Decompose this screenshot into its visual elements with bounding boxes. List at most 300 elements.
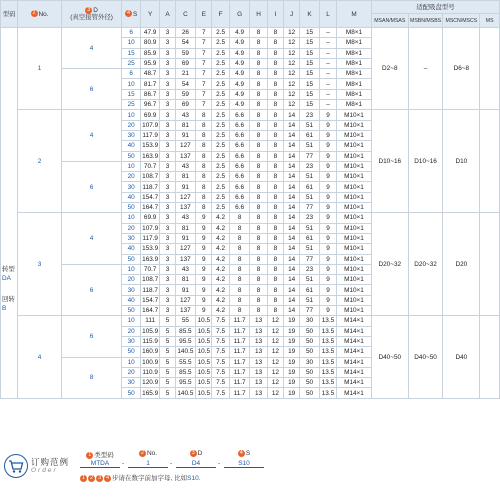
value-cell: –: [319, 89, 336, 99]
value-cell: 9: [196, 295, 212, 305]
pad-model-cell-extra: [480, 110, 500, 213]
value-cell: 10.5: [197, 358, 211, 366]
type-code-cell: [1, 28, 18, 399]
value-cell: 8: [250, 48, 267, 58]
value-cell: M14×1: [337, 316, 372, 326]
value-cell: 10.5: [197, 327, 211, 335]
value-cell: 43: [175, 110, 196, 120]
value-cell: 13.5: [319, 367, 336, 377]
value-cell: 43: [175, 213, 196, 223]
value-cell: 19: [284, 316, 300, 326]
s-cell: 50: [122, 306, 140, 316]
value-cell: M10×1: [337, 161, 372, 171]
value-cell: 8: [250, 89, 267, 99]
pad-model-cell: D20~32: [371, 213, 408, 316]
value-cell: 8: [250, 192, 267, 202]
order-value-type: MTDA: [80, 460, 120, 468]
value-cell: 2.5: [212, 79, 229, 89]
value-cell: M14×1: [337, 357, 372, 367]
value-cell: 137: [175, 151, 196, 161]
value-cell: M10×1: [337, 192, 372, 202]
value-cell: 13.5: [319, 388, 336, 398]
value-cell: 8: [267, 295, 283, 305]
value-cell: –: [319, 100, 336, 110]
value-cell: 8: [267, 223, 283, 233]
pad-model-cell: D10~16: [408, 110, 443, 213]
value-cell: 12: [284, 48, 300, 58]
value-cell: M14×1: [337, 388, 372, 398]
value-cell: 9: [319, 213, 336, 223]
value-cell: –: [319, 38, 336, 48]
s-cell: 50: [122, 388, 140, 398]
value-cell: 8: [250, 120, 267, 130]
value-cell: 7.5: [212, 357, 229, 367]
value-cell: 50: [300, 336, 320, 346]
value-cell: 105.9: [142, 327, 159, 335]
value-cell: 12: [267, 316, 283, 326]
value-cell: 8: [229, 244, 250, 254]
value-cell: 7: [196, 89, 212, 99]
value-cell: M10×1: [337, 120, 372, 130]
value-cell: 8: [250, 213, 267, 223]
order-label-s: 4 S: [239, 450, 251, 458]
value-cell: 111: [140, 316, 160, 326]
value-cell: 8: [196, 120, 212, 130]
pad-model-cell-extra: [480, 316, 500, 398]
value-cell: 11.7: [229, 367, 250, 377]
value-cell: 4.2: [212, 295, 229, 305]
value-cell: 9: [196, 213, 212, 223]
value-cell: 2.5: [212, 89, 229, 99]
value-cell: 69: [175, 58, 196, 68]
value-cell: 8: [250, 172, 267, 182]
value-cell: 12: [267, 336, 283, 346]
d-cell: 4: [61, 28, 122, 69]
value-cell: 9: [319, 285, 336, 295]
value-cell: 8: [196, 151, 212, 161]
value-cell: 8: [196, 182, 212, 192]
value-cell: 14: [284, 120, 300, 130]
value-cell: 15: [300, 89, 320, 99]
d-cell: 6: [61, 161, 122, 212]
group-no-cell: 1: [18, 28, 61, 110]
d-cell: 6: [61, 69, 122, 110]
pad-model-cell: –: [408, 28, 443, 110]
value-cell: 2.5: [212, 69, 229, 79]
value-cell: 8: [250, 182, 267, 192]
value-cell: 8: [196, 203, 212, 213]
s-cell: 25: [122, 100, 140, 110]
value-cell: 81: [175, 223, 196, 233]
value-cell: 7: [196, 48, 212, 58]
value-cell: 54: [175, 38, 196, 48]
value-cell: M10×1: [337, 244, 372, 254]
value-cell: 6.6: [229, 192, 250, 202]
header-no: 2 No.: [18, 1, 61, 28]
value-cell: 4.2: [212, 254, 229, 264]
value-cell: 8: [229, 285, 250, 295]
cart-icon: [4, 454, 28, 478]
value-cell: 13: [250, 357, 267, 367]
value-cell: 91: [175, 182, 196, 192]
order-value-no: 1: [128, 460, 168, 468]
value-cell: 8: [196, 110, 212, 120]
value-cell: 5: [160, 388, 175, 398]
value-cell: 4.2: [212, 213, 229, 223]
value-cell: 13.5: [319, 336, 336, 346]
group-no-cell: 2: [18, 110, 61, 213]
value-cell: 8: [267, 192, 283, 202]
s-cell: 15: [122, 89, 140, 99]
header-type-code: 型码: [1, 1, 18, 28]
value-cell: 9: [196, 223, 212, 233]
value-cell: M8×1: [337, 89, 372, 99]
value-cell: M10×1: [337, 141, 372, 151]
s-cell: 30: [122, 182, 140, 192]
s-cell: 20: [122, 223, 140, 233]
value-cell: 9: [319, 275, 336, 285]
value-cell: 8: [250, 38, 267, 48]
value-cell: M10×1: [337, 233, 372, 243]
value-cell: –: [319, 69, 336, 79]
value-cell: 85.5: [175, 326, 196, 336]
value-cell: 14: [284, 161, 300, 171]
value-cell: 13: [250, 388, 267, 398]
value-cell: 3: [160, 130, 175, 140]
value-cell: 2.5: [212, 120, 229, 130]
value-cell: 4.9: [229, 38, 250, 48]
value-cell: 7.5: [212, 326, 229, 336]
value-cell: 3: [160, 295, 175, 305]
value-cell: M10×1: [337, 213, 372, 223]
pad-model-cell: D2~8: [371, 28, 408, 110]
value-cell: 85.5: [175, 367, 196, 377]
value-cell: 9: [196, 275, 212, 285]
value-cell: 85.9: [140, 48, 160, 58]
s-cell: 10: [122, 357, 140, 367]
value-cell: 7: [196, 28, 212, 38]
header-pad-1: MSAN/MSAS: [371, 14, 408, 28]
value-cell: 15: [300, 79, 320, 89]
group-no-cell: 3: [18, 213, 61, 316]
value-cell: M10×1: [337, 110, 372, 120]
value-cell: 19: [284, 367, 300, 377]
value-cell: 6.6: [229, 130, 250, 140]
value-cell: 3: [160, 275, 175, 285]
value-cell: 3: [160, 69, 175, 79]
value-cell: 127: [175, 295, 196, 305]
value-cell: 11.7: [229, 347, 250, 357]
value-cell: 107.9: [142, 121, 159, 129]
value-cell: 154.7: [142, 193, 159, 201]
value-cell: 12: [284, 69, 300, 79]
value-cell: 15: [300, 58, 320, 68]
value-cell: 81: [175, 172, 196, 182]
s-cell: 20: [122, 172, 140, 182]
s-cell: 15: [122, 48, 140, 58]
value-cell: 7.5: [212, 336, 229, 346]
value-cell: 8: [267, 285, 283, 295]
value-cell: 9: [319, 254, 336, 264]
value-cell: 95.5: [175, 336, 196, 346]
value-cell: M10×1: [337, 295, 372, 305]
value-cell: 8: [267, 130, 283, 140]
value-cell: –: [319, 28, 336, 38]
value-cell: 8: [267, 58, 283, 68]
value-cell: 5: [160, 367, 175, 377]
value-cell: 13: [250, 378, 267, 388]
value-cell: 11.7: [229, 357, 250, 367]
value-cell: 3: [160, 58, 175, 68]
value-cell: 117.9: [142, 132, 158, 140]
value-cell: 5: [160, 347, 175, 357]
value-cell: 3: [160, 203, 175, 213]
value-cell: 23: [300, 264, 320, 274]
value-cell: 8: [250, 130, 267, 140]
value-cell: M8×1: [337, 100, 372, 110]
order-subtitle: Order: [31, 467, 58, 474]
s-cell: 50: [122, 151, 140, 161]
value-cell: 13.5: [319, 378, 336, 388]
value-cell: 7: [196, 100, 212, 110]
value-cell: 6.6: [229, 110, 250, 120]
value-cell: 8: [267, 213, 283, 223]
value-cell: 3: [160, 182, 175, 192]
s-cell: 50: [122, 203, 140, 213]
value-cell: 9: [196, 233, 212, 243]
value-cell: 43: [175, 264, 196, 274]
value-cell: 8: [267, 100, 283, 110]
table-row: [1, 110, 500, 120]
value-cell: –: [319, 79, 336, 89]
value-cell: 80.9: [140, 38, 160, 48]
pad-model-cell: D20: [443, 213, 480, 316]
value-cell: 55.5: [175, 357, 196, 367]
value-cell: 5: [160, 357, 175, 367]
value-cell: 127: [175, 192, 196, 202]
value-cell: 153.9: [142, 245, 159, 253]
value-cell: 8: [267, 151, 283, 161]
value-cell: 9: [319, 264, 336, 274]
value-cell: 5: [160, 326, 175, 336]
s-cell: 6: [122, 69, 140, 79]
header-g: G: [229, 1, 250, 28]
value-cell: 9: [319, 141, 336, 151]
value-cell: 13.5: [319, 316, 336, 326]
s-cell: 20: [122, 367, 140, 377]
value-cell: 50: [300, 378, 320, 388]
value-cell: 8: [250, 233, 267, 243]
value-cell: 8: [250, 295, 267, 305]
s-cell: 20: [122, 326, 140, 336]
header-j: J: [284, 1, 300, 28]
pad-model-cell: D6~8: [443, 28, 480, 110]
value-cell: 12: [267, 326, 283, 336]
d-cell: 6: [61, 316, 122, 357]
value-cell: 154.7: [142, 296, 159, 304]
group-no-cell: 4: [18, 316, 61, 398]
value-cell: 4.9: [229, 79, 250, 89]
value-cell: 2.5: [212, 38, 229, 48]
value-cell: 3: [160, 285, 175, 295]
value-cell: 8: [196, 172, 212, 182]
value-cell: M14×1: [337, 347, 372, 357]
value-cell: 8: [196, 141, 212, 151]
header-s: 4 S: [122, 1, 140, 28]
s-cell: 25: [122, 58, 140, 68]
value-cell: 8: [250, 28, 267, 38]
value-cell: 81: [175, 275, 196, 285]
value-cell: 61: [300, 182, 320, 192]
header-pad-group: 适配吸盘型号: [371, 1, 499, 14]
value-cell: 8: [250, 254, 267, 264]
value-cell: 7.5: [212, 378, 229, 388]
value-cell: M8×1: [337, 28, 372, 38]
value-cell: 14: [284, 254, 300, 264]
value-cell: 13: [250, 316, 267, 326]
value-cell: 8: [250, 79, 267, 89]
value-cell: 2.5: [212, 58, 229, 68]
header-a: A: [160, 1, 175, 28]
value-cell: 51: [300, 120, 320, 130]
value-cell: 4.2: [212, 233, 229, 243]
order-note: 1 2 3 4 步请在数字前加字母, 比如S10.: [81, 474, 201, 482]
value-cell: 13.5: [319, 347, 336, 357]
s-cell: 20: [122, 120, 140, 130]
value-cell: 77: [300, 151, 320, 161]
value-cell: 19: [284, 378, 300, 388]
value-cell: 12: [284, 79, 300, 89]
order-label-type: 1 类型码: [88, 451, 114, 459]
value-cell: 91: [175, 233, 196, 243]
order-sep: -: [122, 460, 125, 467]
value-cell: 110.9: [142, 368, 158, 376]
value-cell: 165.9: [142, 389, 159, 397]
value-cell: 43: [175, 161, 196, 171]
value-cell: 77: [300, 203, 320, 213]
value-cell: 13: [250, 336, 267, 346]
value-cell: 9: [319, 223, 336, 233]
value-cell: 3: [160, 48, 175, 58]
value-cell: 9: [319, 172, 336, 182]
value-cell: 7.5: [212, 316, 229, 326]
value-cell: 6.6: [229, 203, 250, 213]
value-cell: 12: [284, 89, 300, 99]
value-cell: 12: [267, 367, 283, 377]
value-cell: 61: [300, 233, 320, 243]
value-cell: 8: [267, 244, 283, 254]
value-cell: 15: [300, 100, 320, 110]
value-cell: 2.5: [212, 48, 229, 58]
value-cell: M10×1: [337, 275, 372, 285]
value-cell: 51: [300, 172, 320, 182]
value-cell: 69.9: [140, 213, 160, 223]
value-cell: 107.9: [142, 224, 159, 232]
value-cell: 91: [175, 285, 196, 295]
value-cell: 8: [267, 79, 283, 89]
value-cell: 10.5: [197, 379, 211, 387]
value-cell: 2.5: [212, 28, 229, 38]
value-cell: 14: [284, 295, 300, 305]
value-cell: 8: [196, 130, 212, 140]
order-value-s: S10: [224, 460, 264, 468]
value-cell: 8: [229, 264, 250, 274]
header-f: F: [212, 1, 229, 28]
value-cell: M10×1: [337, 285, 372, 295]
value-cell: 50: [300, 367, 320, 377]
value-cell: 61: [300, 130, 320, 140]
value-cell: 50: [300, 388, 320, 398]
type-label-b2: B: [2, 304, 7, 312]
value-cell: 9: [196, 254, 212, 264]
d-cell: 6: [61, 264, 122, 315]
value-cell: 3: [160, 192, 175, 202]
s-cell: 30: [122, 233, 140, 243]
value-cell: 160.9: [142, 348, 159, 356]
value-cell: 4.2: [212, 264, 229, 274]
value-cell: 8: [267, 89, 283, 99]
value-cell: 14: [284, 141, 300, 151]
s-cell: 10: [122, 161, 140, 171]
value-cell: 23: [300, 110, 320, 120]
value-cell: 9: [319, 120, 336, 130]
value-cell: 14: [284, 172, 300, 182]
header-pad-2: MSBN/MSBS: [408, 14, 443, 28]
value-cell: 8: [250, 161, 267, 171]
value-cell: 3: [160, 151, 175, 161]
order-sep: -: [218, 460, 221, 467]
value-cell: 8: [250, 110, 267, 120]
value-cell: 140.5: [175, 388, 196, 398]
value-cell: 23: [300, 213, 320, 223]
header-l: L: [319, 1, 336, 28]
value-cell: 3: [160, 110, 175, 120]
value-cell: 8: [229, 223, 250, 233]
pad-model-cell-extra: [480, 28, 500, 110]
value-cell: 4.2: [212, 306, 229, 316]
d-cell: 8: [61, 357, 122, 398]
value-cell: 13.5: [319, 357, 336, 367]
value-cell: 118.7: [142, 286, 158, 294]
value-cell: 115.9: [142, 338, 158, 346]
value-cell: 9: [319, 182, 336, 192]
order-label-d: 3 D: [191, 450, 203, 458]
value-cell: M8×1: [337, 38, 372, 48]
s-cell: 30: [122, 378, 140, 388]
value-cell: 117.9: [142, 235, 158, 243]
value-cell: M10×1: [337, 130, 372, 140]
header-k: K: [300, 1, 320, 28]
value-cell: 51: [300, 223, 320, 233]
value-cell: M8×1: [337, 69, 372, 79]
s-cell: 10: [122, 110, 140, 120]
value-cell: 5: [160, 316, 175, 326]
pad-model-cell: D10: [443, 110, 480, 213]
value-cell: 51: [300, 244, 320, 254]
value-cell: 7.5: [212, 347, 229, 357]
value-cell: 8: [267, 110, 283, 120]
d-cell: 4: [61, 110, 122, 161]
value-cell: 8: [250, 264, 267, 274]
value-cell: 3: [160, 172, 175, 182]
value-cell: 11.7: [229, 336, 250, 346]
value-cell: 10.5: [197, 368, 211, 376]
value-cell: 54: [175, 79, 196, 89]
value-cell: M14×1: [337, 336, 372, 346]
value-cell: 118.7: [142, 183, 158, 191]
value-cell: 4.9: [229, 48, 250, 58]
value-cell: 51: [300, 275, 320, 285]
